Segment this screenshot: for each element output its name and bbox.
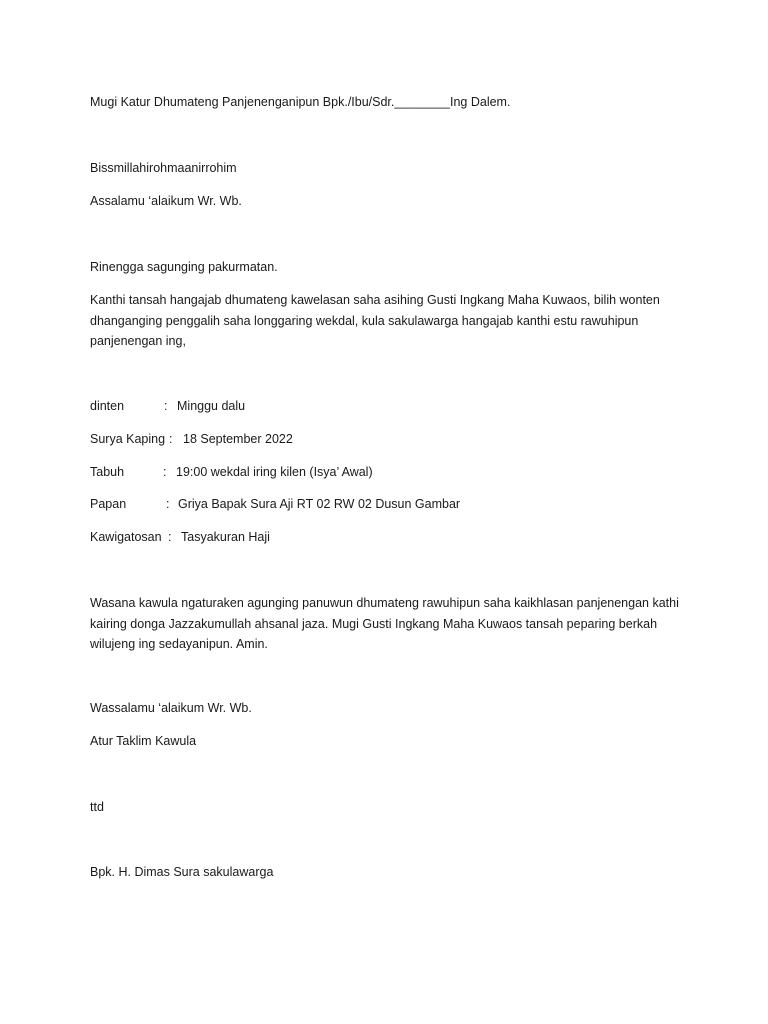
detail-label: Tabuh [90,465,125,479]
detail-value: Minggu dalu [177,399,246,413]
sender-name: Bpk. H. Dimas Sura sakulawarga [90,865,274,879]
detail-colon: : [168,530,172,544]
detail-label: Surya Kaping [90,432,166,446]
detail-value: 19:00 wekdal iring kilen (Isya’ Awal) [176,465,373,479]
detail-value: Tasyakuran Haji [181,530,270,544]
detail-label: Papan [90,497,127,511]
greeting: Assalamu ‘alaikum Wr. Wb. [90,194,242,208]
detail-row-kawigatosan [90,527,270,547]
closing-paragraph: Wasana kawula ngaturaken agunging panuwun dhumateng rawuhipun saha kaikhlasan panjenengan kathi kairing donga Jazzakumullah ahsanal jaza. Mugi Gusti Ingkang Maha Kuwaos tansah peparing berkah wilujeng ing sedayanipun. Amin. [90,596,679,651]
detail-value: 18 September 2022 [183,432,293,446]
regards: Atur Taklim Kawula [90,734,197,748]
basmalah: Bissmillahirohmaanirrohim [90,161,237,175]
detail-row-dinten [90,396,246,416]
detail-colon: : [169,432,173,446]
address-line: Mugi Katur Dhumateng Panjenenganipun Bpk./Ibu/Sdr.________Ing Dalem. [90,95,511,109]
detail-row-tabuh [90,462,373,482]
detail-colon: : [164,399,168,413]
detail-value: Griya Bapak Sura Aji RT 02 RW 02 Dusun Gambar [178,497,461,511]
detail-colon: : [163,465,167,479]
detail-row-surya-kaping [90,429,293,449]
detail-row-papan [90,494,461,514]
detail-label: dinten [90,399,125,413]
signature-mark: ttd [90,800,104,814]
farewell: Wassalamu ‘alaikum Wr. Wb. [90,701,252,715]
detail-colon: : [166,497,170,511]
invitation-paragraph: Kanthi tansah hangajab dhumateng kawelasan saha asihing Gusti Ingkang Maha Kuwaos, bilih wonten dhanganging penggalih saha longgaring wekdal, kula sakulawarga hangajab kanthi estu rawuhipun panjenengan ing, [90,293,660,348]
detail-label: Kawigatosan [90,530,162,544]
opening-line: Rinengga sagunging pakurmatan. [90,260,278,274]
